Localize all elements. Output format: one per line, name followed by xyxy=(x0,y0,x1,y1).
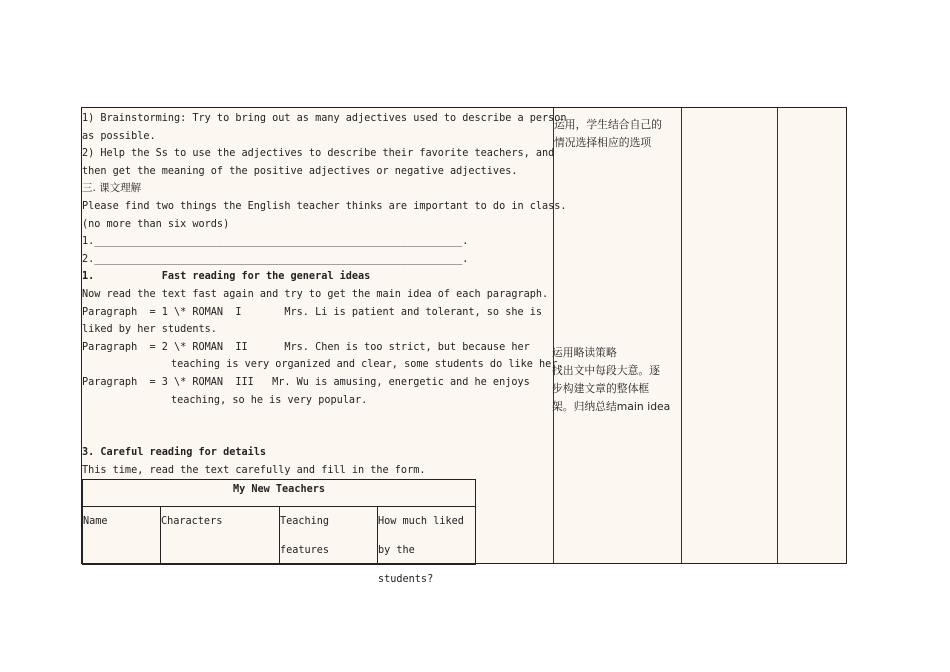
answer-blank-2: 2.____________________________________________________________. xyxy=(82,253,469,265)
form-header-teaching-features xyxy=(279,507,377,564)
text-line: This time, read the text carefully and fill in the form. xyxy=(82,464,426,476)
form-header-characters xyxy=(160,507,279,564)
text-line: Now read the text fast again and try to get the main idea of each paragraph. xyxy=(82,288,549,300)
note-line: 运用略读策略 xyxy=(552,346,617,359)
text-line: then get the meaning of the positive adjectives or negative adjectives. xyxy=(82,165,518,177)
column-divider-3 xyxy=(777,108,778,563)
text-line: teaching is very organized and clear, some students do like her. xyxy=(171,359,564,371)
blank-line xyxy=(82,427,552,445)
header-label: by the students? xyxy=(378,545,434,585)
header-label: Name xyxy=(83,516,108,527)
purpose-note-1 xyxy=(554,116,682,152)
form-header-how-much-liked xyxy=(377,507,475,585)
answer-blank-1: 1.____________________________________________________________. xyxy=(82,236,469,248)
paragraph-1-summary: Paragraph = 1 \* ROMAN I Mrs. Li is patient and tolerant, so she is xyxy=(82,306,543,318)
header-label: features xyxy=(280,545,330,556)
form-header-name xyxy=(83,507,160,564)
lesson-plan-table xyxy=(81,107,847,585)
text-line: 2) Help the Ss to use the adjectives to describe their favorite teachers, and xyxy=(82,148,555,160)
paragraph-2-summary: Paragraph = 2 \* ROMAN II Mrs. Chen is too strict, but because her xyxy=(82,341,530,353)
careful-reading-heading: 3. Careful reading for details xyxy=(82,447,267,459)
column-divider-1 xyxy=(553,108,554,563)
header-label: Characters xyxy=(161,516,223,527)
header-label: Teaching xyxy=(280,516,330,527)
column-divider-2 xyxy=(681,108,682,563)
purpose-note-2 xyxy=(552,344,680,416)
note-line: 步构建文章的整体框 xyxy=(552,382,650,395)
fast-reading-heading: 1. Fast reading for the general ideas xyxy=(82,271,371,283)
note-line: 架。归纳总结main idea xyxy=(552,400,671,413)
section-heading: 三. 课文理解 xyxy=(82,182,142,195)
activities-column xyxy=(82,110,567,479)
text-line: Please find two things the English teacher thinks are important to do in class. xyxy=(82,200,567,212)
note-line: 找出文中每段大意。逐 xyxy=(552,364,660,377)
teachers-form xyxy=(82,479,476,585)
text-line: liked by her students. xyxy=(82,324,217,336)
text-line: (no more than six words) xyxy=(82,218,230,230)
paragraph-3-summary: Paragraph = 3 \* ROMAN III Mr. Wu is amusing, energetic and he enjoys xyxy=(82,376,530,388)
header-label: How much liked xyxy=(378,516,464,527)
note-line: 运用，学生结合自己的 xyxy=(554,118,662,131)
text-line: 1) Brainstorming: Try to bring out as many adjectives used to describe a person xyxy=(82,113,567,124)
text-line: teaching, so he is very popular. xyxy=(171,394,368,406)
blank-line xyxy=(82,409,552,427)
note-line: 情况选择相应的选项 xyxy=(554,136,652,149)
text-line: as possible. xyxy=(82,130,156,142)
form-title: My New Teachers xyxy=(83,480,475,507)
